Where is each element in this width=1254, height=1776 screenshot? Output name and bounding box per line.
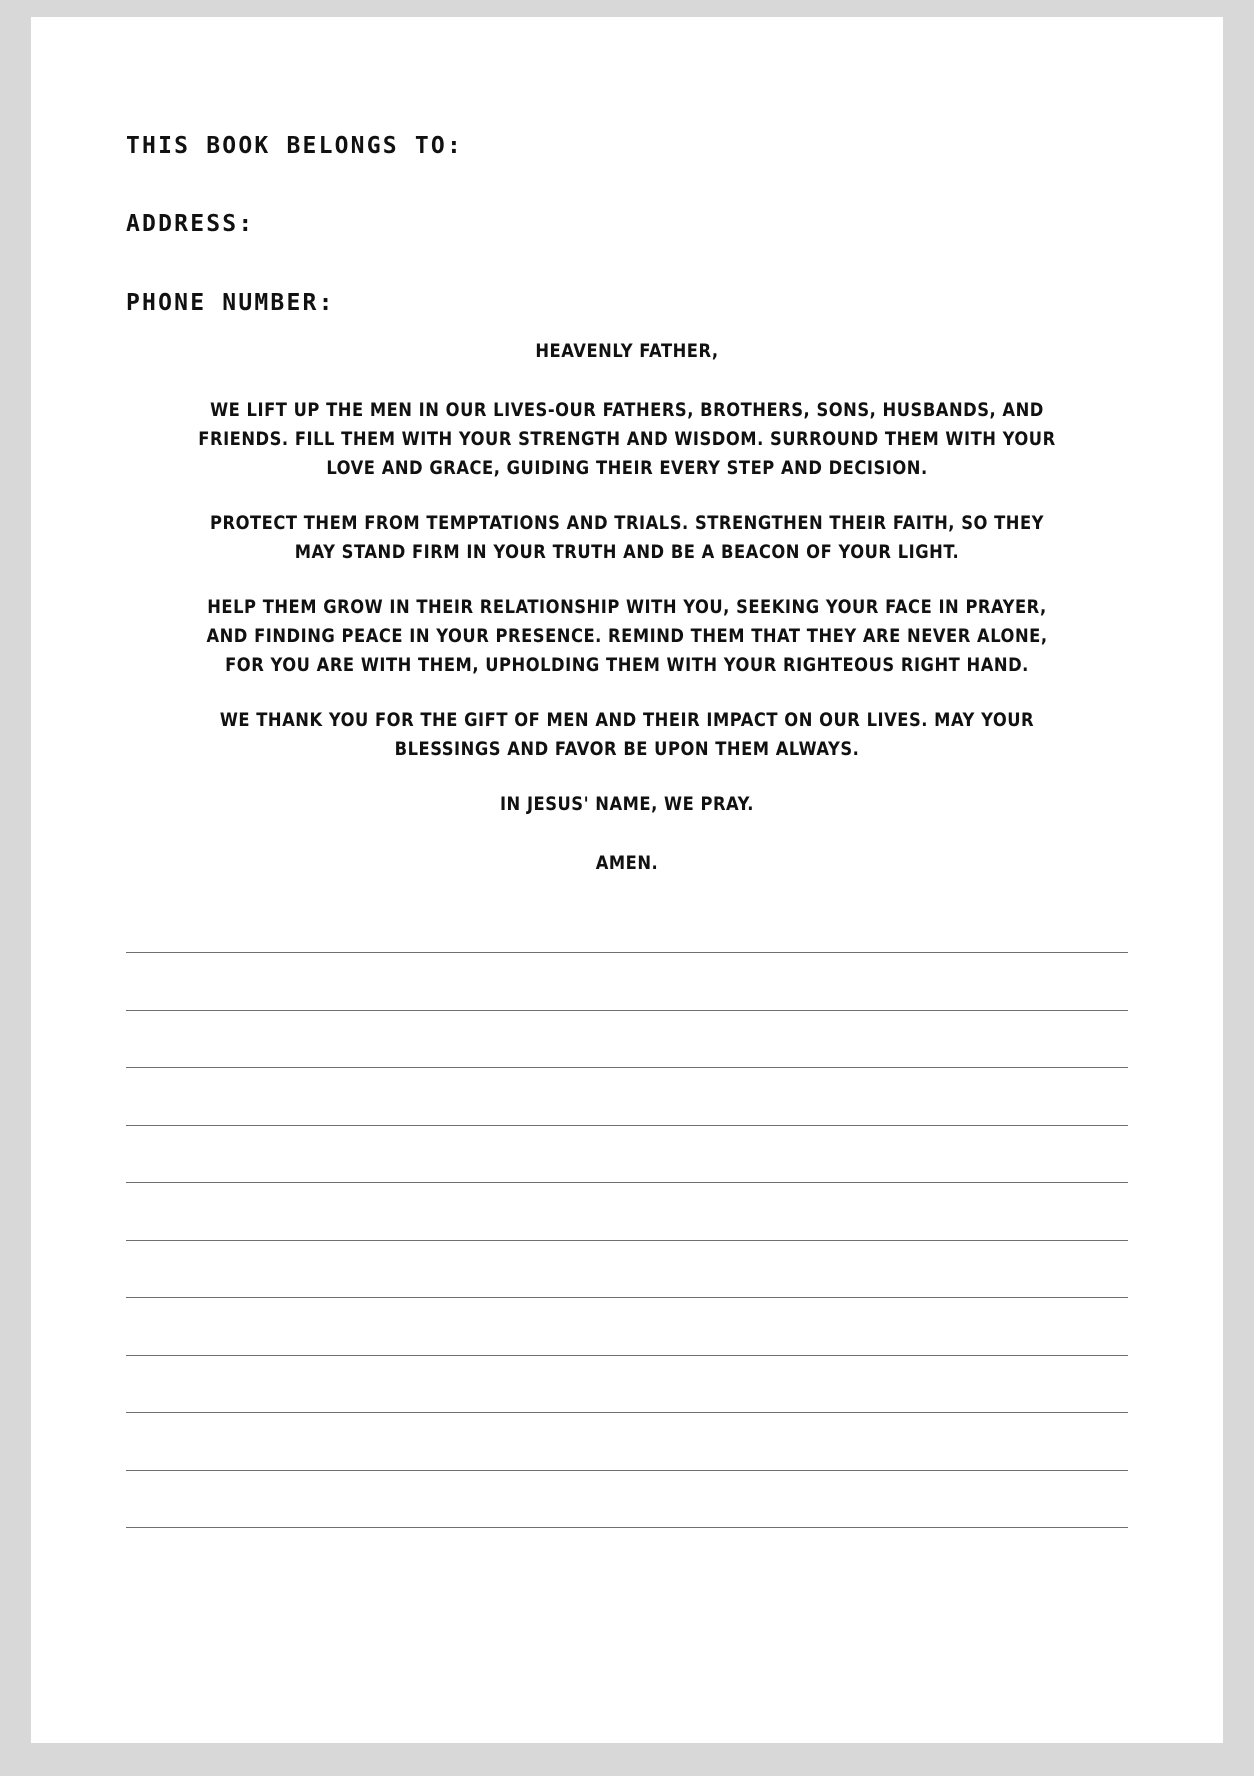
writing-line [126, 1470, 1128, 1471]
page-content [31, 17, 1223, 1743]
writing-line [126, 1182, 1128, 1183]
prayer-paragraph-1: WE LIFT UP THE MEN IN OUR LIVES-OUR FATHERS, BROTHERS, SONS, HUSBANDS, AND FRIENDS. FILL THEM WITH YOUR STRENGTH AND WISDOM. SURROUND THEM WITH YOUR LOVE AND GRACE, GUIDING THEIR EVERY STEP AND DECISION. [198, 399, 1056, 479]
prayer-closing: IN JESUS' NAME, WE PRAY. [499, 793, 755, 815]
address-field-label: ADDRESS: [126, 211, 255, 237]
writing-line [126, 952, 1128, 953]
writing-line [126, 1067, 1128, 1068]
prayer-salutation: HEAVENLY FATHER, [535, 340, 719, 362]
owner-name-field-label: THIS BOOK BELONGS TO: [126, 133, 463, 159]
writing-line [126, 1297, 1128, 1298]
writing-line [126, 1010, 1128, 1011]
prayer-paragraph-4: WE THANK YOU FOR THE GIFT OF MEN AND THEIR IMPACT ON OUR LIVES. MAY YOUR BLESSINGS AND FAVOR BE UPON THEM ALWAYS. [219, 709, 1035, 760]
writing-line [126, 1355, 1128, 1356]
phone-number-field-label: PHONE NUMBER: [126, 290, 335, 316]
prayer-amen: AMEN. [595, 852, 659, 874]
writing-line [126, 1125, 1128, 1126]
writing-line [126, 1240, 1128, 1241]
prayer-paragraph-3: HELP THEM GROW IN THEIR RELATIONSHIP WITH YOU, SEEKING YOUR FACE IN PRAYER, AND FINDING PEACE IN YOUR PRESENCE. REMIND THEM THAT THEY ARE NEVER ALONE, FOR YOU ARE WITH THEM, UPHOLDING THEM WITH YOUR RIGHTEOUS RIGHT HAND. [206, 596, 1048, 676]
writing-line [126, 1527, 1128, 1528]
writing-line [126, 1412, 1128, 1413]
document-page [31, 17, 1223, 1743]
writing-lines [126, 952, 1128, 1585]
prayer-paragraph-2: PROTECT THEM FROM TEMPTATIONS AND TRIALS. STRENGTHEN THEIR FAITH, SO THEY MAY STAND FIRM IN YOUR TRUTH AND BE A BEACON OF YOUR LIGHT. [210, 512, 1044, 563]
prayer-block [126, 337, 1128, 908]
